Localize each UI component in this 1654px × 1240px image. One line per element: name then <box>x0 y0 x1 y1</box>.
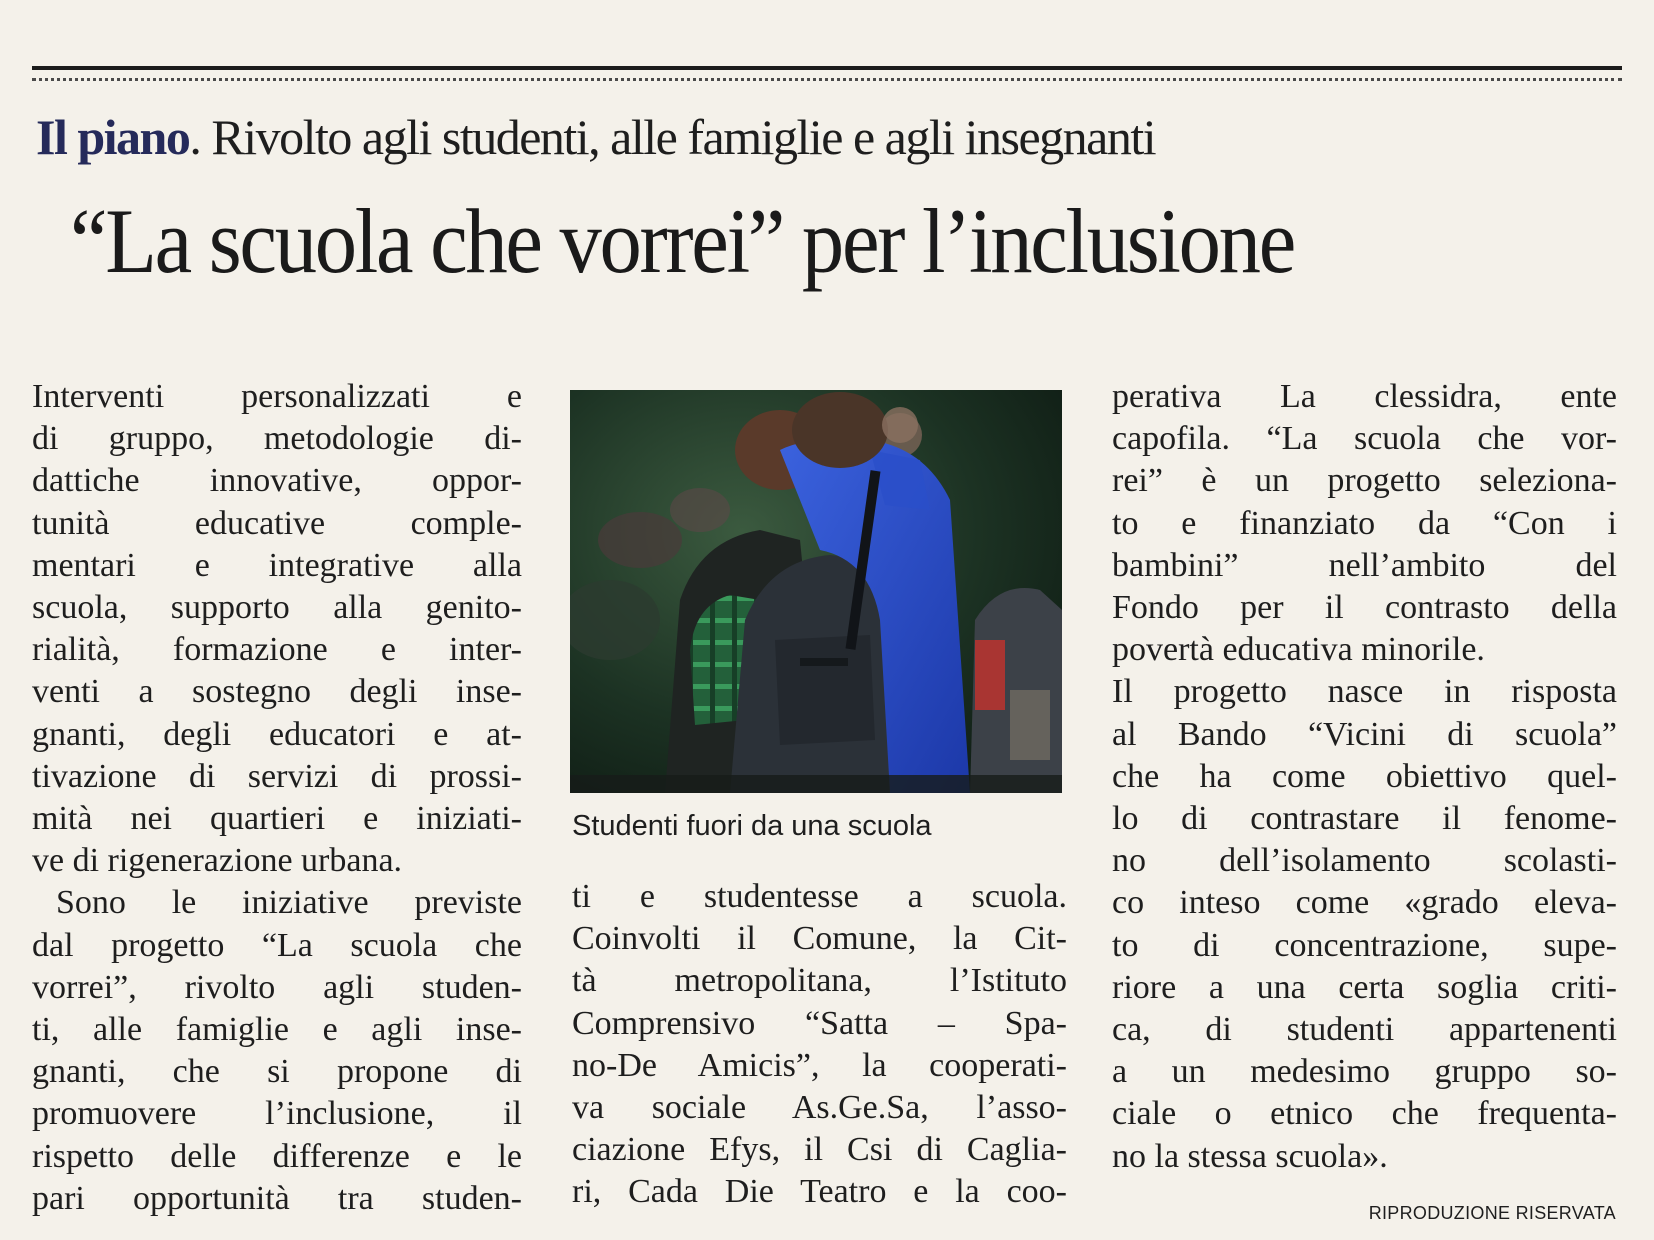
text-line: Interventi personalizzati e <box>32 378 522 415</box>
text-line: no-De Amicis”, la cooperati- <box>572 1046 1067 1084</box>
text-line: va sociale As.Ge.Sa, l’asso- <box>572 1089 1067 1127</box>
text-line: ri, Cada Die Teatro e la coo- <box>572 1173 1067 1211</box>
kicker-label: Il piano <box>36 109 190 165</box>
text-line: ciale o etnico che frequenta- <box>1112 1095 1617 1133</box>
text-line: no la stessa scuola». <box>1112 1137 1388 1175</box>
students-photo <box>570 390 1062 793</box>
text-line: no dell’isolamento scolasti- <box>1112 842 1617 880</box>
text-line: promuovere l’inclusione, il <box>32 1095 522 1133</box>
text-line: rialità, formazione e inter- <box>32 631 522 669</box>
text-line: tunità educative comple- <box>32 504 522 542</box>
text-line: capofila. “La scuola che vor- <box>1112 420 1617 458</box>
text-line: pari opportunità tra studen- <box>32 1179 522 1217</box>
text-line: rispetto delle differenze e le <box>32 1137 522 1175</box>
text-line: tà metropolitana, l’Istituto <box>572 962 1067 1000</box>
text-line: gnanti, che si propone di <box>32 1053 522 1091</box>
header-rule <box>32 66 1622 70</box>
text-line: Sono le iniziative previste <box>56 884 522 922</box>
photo-caption: Studenti fuori da una scuola <box>572 810 932 842</box>
text-line: mentari e integrative alla <box>32 546 522 584</box>
article-column-middle <box>572 876 1067 1214</box>
text-line: venti a sostegno degli inse- <box>32 673 522 711</box>
text-line: to e finanziato da “Con i <box>1112 504 1617 542</box>
text-line: dattiche innovative, oppor- <box>32 462 522 500</box>
text-line: riore a una certa soglia criti- <box>1112 968 1617 1006</box>
copyright-notice: RIPRODUZIONE RISERVATA <box>1368 1203 1616 1223</box>
text-line: vorrei”, rivolto agli studen- <box>32 968 522 1006</box>
text-line: povertà educativa minorile. <box>1112 631 1485 669</box>
text-line: ti e studentesse a scuola. <box>572 878 1067 915</box>
article-photo <box>570 390 1062 793</box>
text-line: mità nei quartieri e iniziati- <box>32 800 522 838</box>
text-line: dal progetto “La scuola che <box>32 926 522 964</box>
text-line: Comprensivo “Satta – Spa- <box>572 1004 1067 1042</box>
text-line: rei” è un progetto seleziona- <box>1112 462 1617 500</box>
article-column-right <box>1112 376 1617 1178</box>
text-line: bambini” nell’ambito del <box>1112 546 1617 584</box>
text-line: co inteso come «grado eleva- <box>1112 884 1617 922</box>
text-line: Fondo per il contrasto della <box>1112 589 1617 627</box>
text-line: tivazione di servizi di prossi- <box>32 757 522 795</box>
kicker <box>36 108 1626 166</box>
text-line: lo di contrastare il fenome- <box>1112 800 1617 838</box>
article-column-left <box>32 376 522 1220</box>
text-line: di gruppo, metodologie di- <box>32 420 522 458</box>
text-line: ve di rigenerazione urbana. <box>32 842 403 880</box>
text-line: ca, di studenti appartenenti <box>1112 1011 1617 1049</box>
text-line: Coinvolti il Comune, la Cit- <box>572 920 1067 958</box>
text-line: ti, alle famiglie e agli inse- <box>32 1011 522 1049</box>
text-line: perativa La clessidra, ente <box>1112 378 1617 415</box>
header-dotted-rule <box>32 78 1622 81</box>
text-line: ciazione Efys, il Csi di Caglia- <box>572 1131 1067 1169</box>
headline: “La scuola che vorrei” per l’inclusione <box>70 190 1294 292</box>
text-line: al Bando “Vicini di scuola” <box>1112 715 1617 753</box>
text-line: to di concentrazione, supe- <box>1112 926 1617 964</box>
text-line: gnanti, degli educatori e at- <box>32 715 522 753</box>
text-line: a un medesimo gruppo so- <box>1112 1053 1617 1091</box>
text-line: scuola, supporto alla genito- <box>32 589 522 627</box>
text-line: Il progetto nasce in risposta <box>1112 673 1617 711</box>
text-line: che ha come obiettivo quel- <box>1112 757 1617 795</box>
kicker-text: . Rivolto agli studenti, alle famiglie e agli insegnanti <box>189 109 1156 165</box>
